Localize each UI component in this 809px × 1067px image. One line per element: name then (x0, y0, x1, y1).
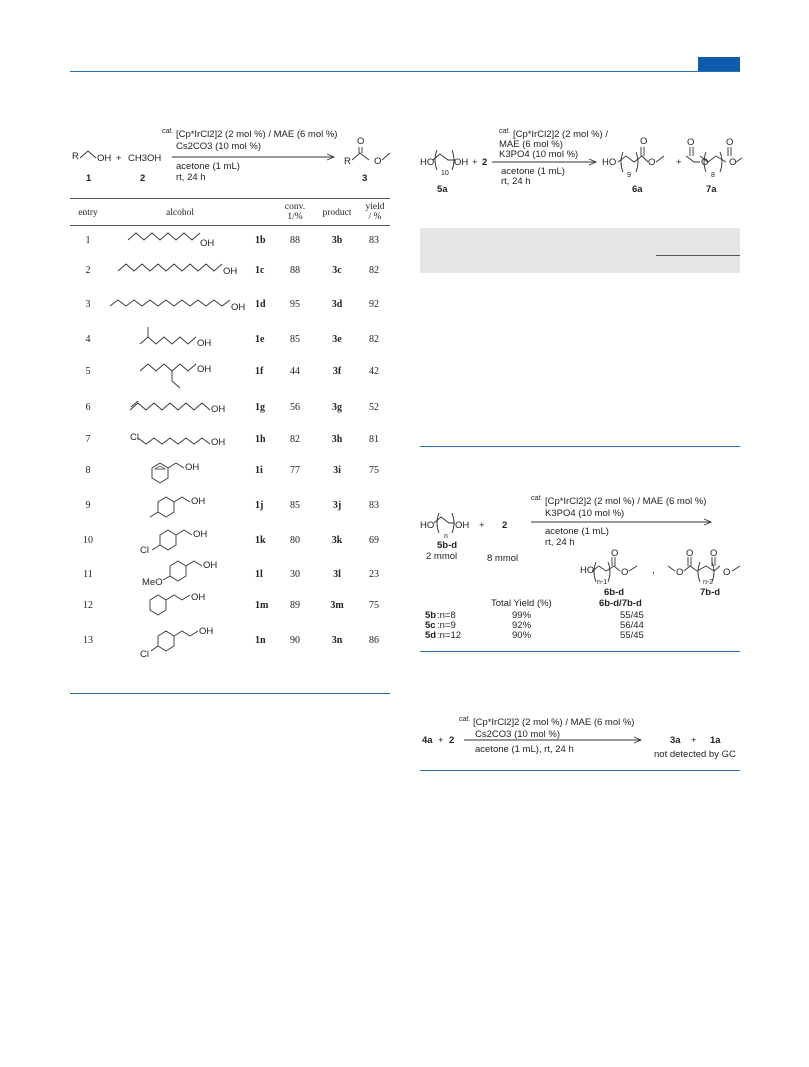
solvent-line-3: acetone (1 mL) (545, 526, 609, 537)
cell-product: 3d (331, 299, 343, 310)
cl-row13: Cl (140, 649, 149, 660)
product-ho: HO (602, 157, 617, 168)
table-bottom-rule (70, 693, 390, 694)
header-conv: conv. (284, 202, 306, 212)
reagent-3: 2 (502, 520, 508, 531)
cell-entry: 9 (85, 500, 91, 511)
solvent-line-2: acetone (1 mL) (501, 166, 565, 177)
cell-substrate: 1f (255, 366, 264, 377)
series-n: :n=8 (437, 610, 456, 621)
diol-oh: OH (454, 157, 469, 168)
product-carbonyl-o: O (640, 136, 648, 147)
series-sub-n2: n-2 (703, 579, 714, 586)
product-1a: 1a (710, 735, 721, 746)
table-header-rule (70, 225, 390, 226)
cell-conv: 85 (290, 500, 300, 511)
cell-product: 3h (331, 434, 343, 445)
cat-prefix: cat. (162, 128, 174, 135)
header-product: product (322, 208, 352, 218)
cell-substrate: 1m (255, 600, 269, 611)
cell-substrate: 1k (255, 535, 266, 546)
header-alcohol: alcohol (166, 208, 194, 218)
carbonyl-o: O (357, 136, 365, 147)
series-oh: OH (455, 520, 470, 531)
condition-line-4: acetone (1 mL), rt, 24 h (475, 744, 574, 755)
diester-o2: O (701, 157, 709, 168)
cell-substrate: 1n (255, 635, 266, 646)
series-diester-o1: O (686, 548, 694, 559)
series-product-o2: O (621, 567, 629, 578)
cell-yield: 83 (369, 500, 379, 511)
cell-entry: 1 (85, 235, 91, 246)
cell-yield: 75 (369, 465, 379, 476)
series-ho: HO (420, 520, 435, 531)
cell-entry: 2 (85, 265, 91, 276)
series-ratio: 55/45 (620, 610, 644, 621)
cl-row7: Cl (130, 432, 139, 443)
header-rule (70, 71, 740, 72)
cell-yield: 82 (369, 265, 379, 276)
series-label: 5d (425, 630, 437, 641)
oh-label: OH (97, 153, 112, 164)
cell-product: 3i (333, 465, 341, 476)
cell-conv: 56 (290, 402, 300, 413)
plus-2: + (472, 157, 478, 168)
plus-5: + (438, 735, 444, 746)
plus-3: + (676, 157, 682, 168)
cell-entry: 5 (85, 366, 91, 377)
cell-product: 3m (330, 600, 344, 611)
series-yield: 92% (512, 620, 532, 631)
cell-conv: 44 (290, 366, 300, 377)
time-line-3: rt, 24 h (545, 537, 575, 548)
compound-3-label: 3 (362, 173, 368, 184)
cat-prefix-4: cat. (459, 716, 471, 723)
series-product-ho: HO (580, 565, 595, 576)
meo-row11: MeO (142, 577, 163, 588)
cell-substrate: 1h (255, 434, 266, 445)
reagent-amount: 8 mmol (487, 553, 519, 564)
cell-conv: 88 (290, 235, 300, 246)
ester-o: O (374, 156, 382, 167)
cell-entry: 13 (83, 635, 93, 646)
cell-conv: 88 (290, 265, 300, 276)
series-diester-o4: O (723, 567, 731, 578)
cell-product: 3n (331, 635, 343, 646)
plus-4: + (479, 520, 485, 531)
cell-yield: 82 (369, 334, 379, 345)
cell-entry: 12 (83, 600, 93, 611)
cell-conv: 95 (290, 299, 300, 310)
cell-conv: 89 (290, 600, 300, 611)
cell-substrate: 1g (255, 402, 265, 413)
time-line-2: rt, 24 h (501, 176, 531, 187)
cat-prefix-3: cat. (531, 495, 543, 502)
oh-row2: OH (223, 266, 238, 277)
catalyst-line-2: [Cp*IrCl2]2 (2 mol %) / (512, 129, 608, 141)
product-sep: , (652, 565, 655, 576)
cell-conv: 77 (290, 465, 300, 476)
diol-subscript: 10 (441, 170, 449, 177)
cell-entry: 3 (85, 299, 91, 310)
oh-row8: OH (185, 462, 200, 473)
oh-row12: OH (191, 592, 206, 603)
label-6a: 6a (632, 184, 643, 195)
oh-row9: OH (191, 496, 206, 507)
cell-yield: 69 (369, 535, 379, 546)
cell-conv: 90 (290, 635, 300, 646)
mae-line-2: MAE (6 mol %) (499, 139, 563, 150)
series-diester-o3: O (676, 567, 684, 578)
series-ratio: 55/45 (620, 630, 644, 641)
base-line-4: Cs2CO3 (10 mol %) (475, 729, 560, 740)
oh-row4: OH (197, 338, 212, 349)
cell-conv: 85 (290, 334, 300, 345)
cl-row10: Cl (140, 545, 149, 556)
cell-product: 3l (333, 569, 341, 580)
product-r-group: R (344, 156, 351, 167)
label-6b-d: 6b-d (604, 587, 625, 598)
plus-sign: + (116, 153, 122, 164)
label-5a: 5a (437, 184, 448, 195)
cell-product: 3g (332, 402, 342, 413)
plus-6: + (691, 735, 697, 746)
cell-product: 3c (332, 265, 342, 276)
cell-yield: 23 (369, 569, 379, 580)
oh-row5: OH (197, 364, 212, 375)
cell-entry: 8 (85, 465, 91, 476)
oh-row3: OH (231, 302, 246, 313)
section-rule-1 (420, 446, 740, 447)
cat-prefix-2: cat. (499, 128, 511, 135)
oh-row7: OH (211, 437, 226, 448)
catalyst-line-3: [Cp*IrCl2]2 (2 mol %) / MAE (6 mol %) (544, 496, 707, 508)
product-ester-o: O (648, 157, 656, 168)
diester-o1: O (687, 137, 695, 148)
not-detected-note: not detected by GC (654, 749, 736, 760)
oh-row6: OH (211, 404, 226, 415)
series-label: 5b (425, 610, 437, 621)
reagent-2: 2 (482, 157, 488, 168)
gray-panel (420, 228, 740, 273)
header-yield-unit: / % (368, 212, 382, 222)
cell-entry: 10 (83, 535, 93, 546)
cell-substrate: 1i (255, 465, 263, 476)
label-7a: 7a (706, 184, 717, 195)
section-rule-2 (420, 651, 740, 652)
series-sub-n1: n-1 (597, 579, 608, 586)
cell-product: 3b (331, 235, 343, 246)
diester-sub-8: 8 (711, 172, 715, 179)
diester-o3: O (726, 137, 734, 148)
catalyst-line: [Cp*IrCl2]2 (2 mol %) / MAE (6 mol %) (175, 129, 338, 141)
cell-yield: 75 (369, 600, 379, 611)
table-top-rule (70, 198, 390, 199)
series-yield: 99% (512, 610, 532, 621)
series-ratio: 56/44 (620, 620, 644, 631)
product-sub-9: 9 (627, 172, 631, 179)
base-line: Cs2CO3 (10 mol %) (176, 141, 261, 152)
header-yield: yield (365, 202, 385, 212)
label-5b-d: 5b-d (437, 540, 458, 551)
series-sub-n: n (444, 533, 448, 540)
cell-entry: 11 (83, 569, 93, 580)
oh-row1: OH (200, 238, 215, 249)
cell-product: 3f (332, 366, 342, 377)
cell-substrate: 1l (255, 569, 263, 580)
product-3a: 3a (670, 735, 681, 746)
oh-row11: OH (203, 560, 218, 571)
reactant-amount: 2 mmol (426, 551, 458, 562)
oh-row10: OH (193, 529, 208, 540)
series-yield: 90% (512, 630, 532, 641)
cell-product: 3k (331, 535, 343, 546)
col-total-yield: Total Yield (%) (491, 598, 552, 609)
time-line: rt, 24 h (176, 172, 206, 183)
reagent-4: 2 (449, 735, 455, 746)
oh-row13: OH (199, 626, 214, 637)
cell-conv: 30 (290, 569, 300, 580)
cell-substrate: 1d (255, 299, 266, 310)
base-line-2: K3PO4 (10 mol %) (499, 149, 579, 160)
cell-substrate: 1c (255, 265, 265, 276)
r-group: R (72, 151, 79, 162)
cell-substrate: 1j (255, 500, 264, 511)
cell-product: 3j (332, 500, 342, 511)
cell-yield: 92 (369, 299, 379, 310)
cell-yield: 86 (369, 635, 379, 646)
col-ratio: 6b-d/7b-d (599, 598, 642, 609)
diol-ho: HO (420, 157, 435, 168)
header-conv-unit: 1/% (287, 212, 303, 222)
cell-entry: 4 (85, 334, 91, 345)
cell-yield: 83 (369, 235, 379, 246)
header-entry: entry (78, 208, 98, 218)
gray-panel-rule (656, 255, 740, 256)
cell-yield: 52 (369, 402, 379, 413)
base-line-3: K3PO4 (10 mol %) (545, 508, 625, 519)
cell-conv: 80 (290, 535, 300, 546)
series-diester-o2: O (710, 548, 718, 559)
compound-1-label: 1 (86, 173, 92, 184)
cell-conv: 82 (290, 434, 300, 445)
solvent-line: acetone (1 mL) (176, 161, 240, 172)
header-accent-block (698, 57, 740, 71)
series-label: 5c (425, 620, 436, 631)
compound-2-label: 2 (140, 173, 146, 184)
cell-product: 3e (332, 334, 342, 345)
control-arrow (0, 0, 1, 1)
diester-o4: O (729, 157, 737, 168)
reactant-4a: 4a (422, 735, 433, 746)
cell-yield: 42 (369, 366, 379, 377)
cell-yield: 81 (369, 434, 379, 445)
label-7b-d: 7b-d (700, 587, 721, 598)
series-n: :n=9 (437, 620, 456, 631)
cell-entry: 7 (85, 434, 91, 445)
cell-substrate: 1e (255, 334, 265, 345)
cell-entry: 6 (85, 402, 91, 413)
series-product-o1: O (611, 548, 619, 559)
methanol: CH3OH (128, 153, 162, 164)
cell-substrate: 1b (255, 235, 266, 246)
section-rule-3 (420, 770, 740, 771)
series-n: :n=12 (437, 630, 462, 641)
catalyst-line-4: [Cp*IrCl2]2 (2 mol %) / MAE (6 mol %) (472, 717, 635, 729)
